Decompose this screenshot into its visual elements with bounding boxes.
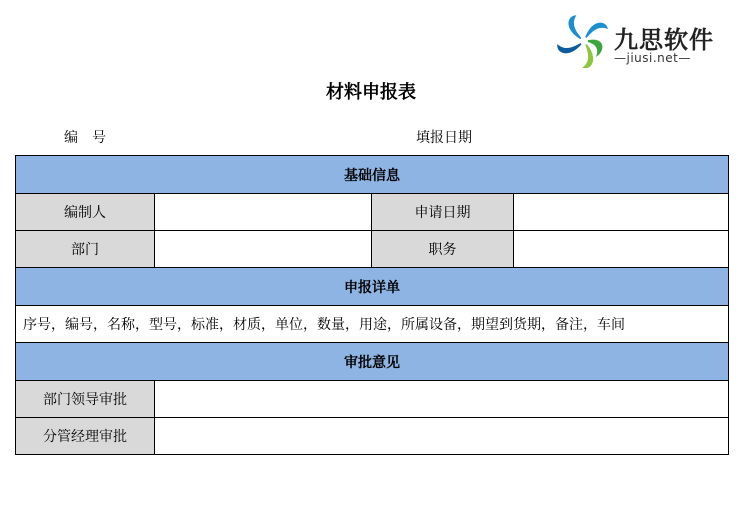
material-application-form: [15, 155, 729, 455]
label-position: 职务: [372, 231, 514, 268]
logo-name: 九思软件: [614, 26, 714, 54]
section-header-basic-info: 基础信息: [16, 156, 729, 194]
logo-url-text: jiusi.net: [626, 51, 679, 65]
label-preparer: 编制人: [16, 194, 155, 231]
section-header-details: 申报详单: [16, 268, 729, 306]
manager-approval-field[interactable]: [155, 418, 729, 455]
application-date-field[interactable]: [514, 194, 729, 231]
section-header-approval: 审批意见: [16, 343, 729, 381]
label-application-date: 申请日期: [372, 194, 514, 231]
label-department: 部门: [16, 231, 155, 268]
dept-leader-approval-field[interactable]: [155, 381, 729, 418]
position-field[interactable]: [514, 231, 729, 268]
logo: [556, 14, 736, 68]
department-field[interactable]: [155, 231, 372, 268]
jiusi-logo-icon: [556, 14, 612, 68]
label-manager-approval: 分管经理审批: [16, 418, 155, 455]
preparer-field[interactable]: [155, 194, 372, 231]
details-content[interactable]: 序号，编号，名称，型号，标准，材质，单位，数量，用途，所属设备，期望到货期，备注，车间: [16, 306, 729, 343]
fill-date-label: 填报日期: [416, 130, 472, 146]
logo-url: —jiusi.net—: [614, 51, 691, 65]
number-label: 编 号: [64, 130, 106, 146]
label-dept-leader-approval: 部门领导审批: [16, 381, 155, 418]
page-title: 材料申报表: [326, 82, 416, 103]
